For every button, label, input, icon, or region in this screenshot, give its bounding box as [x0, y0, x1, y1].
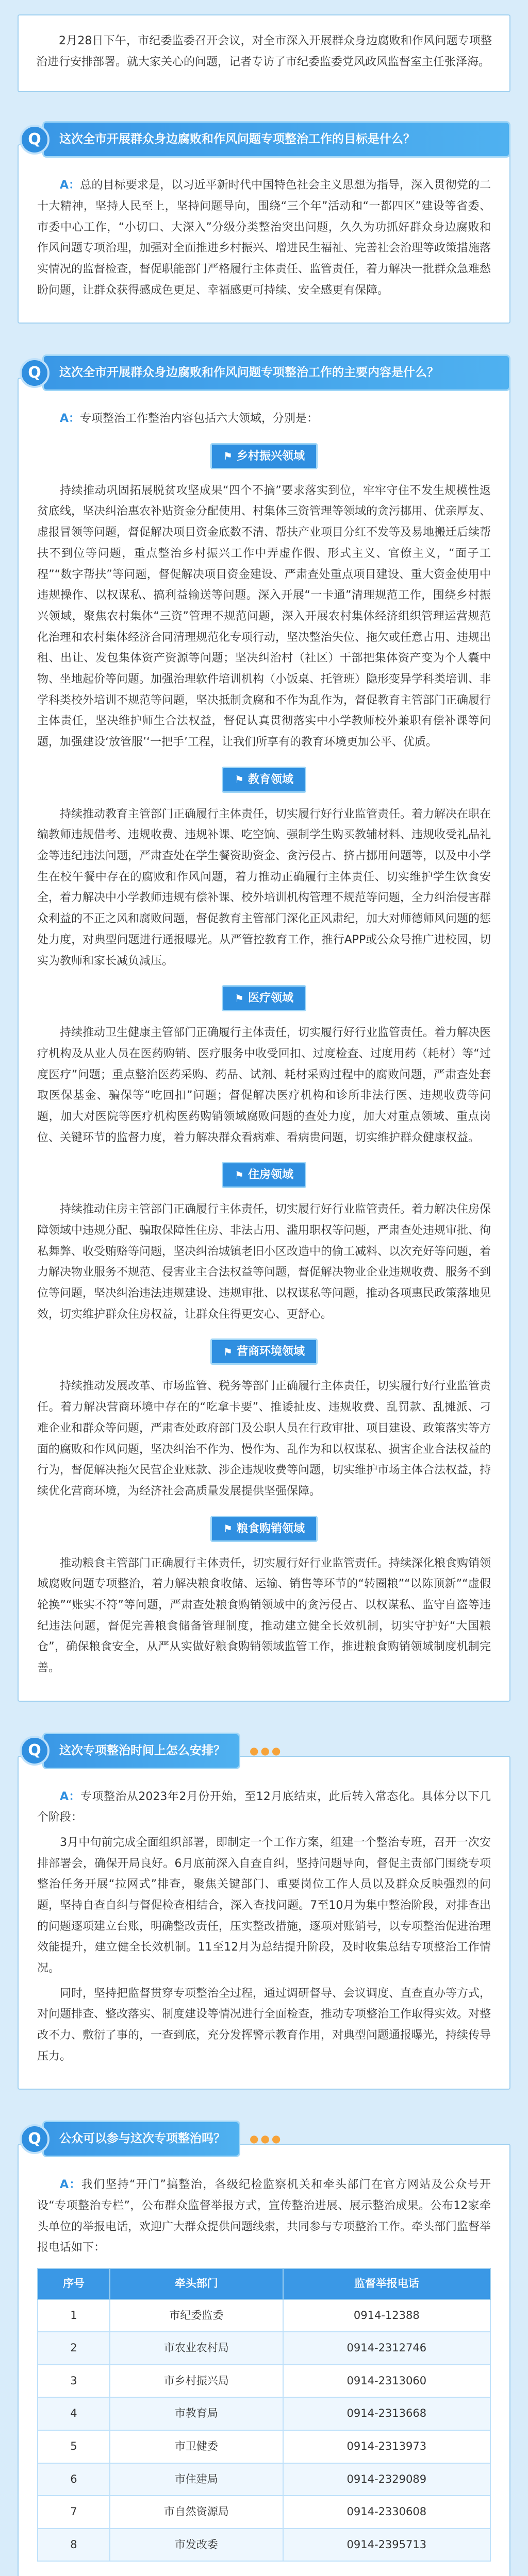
answer-card: [18, 1756, 510, 2090]
answer-text: [37, 175, 491, 301]
answer-body: 我们坚持“开门”搞整治，各级纪检监察机关和牵头部门在官方网站及公众号开设“专项整治专栏”，公布群众监督举报方式，宣传整治进展、展示整治成果。公布12家牵头单位的举报电话，欢迎广大群众提供问题线索，共同参与专项整治工作。牵头部门监督举报电话如下：: [37, 2178, 491, 2255]
cell-phone: 0914-2313973: [283, 2430, 490, 2463]
cell-department: 市乡村振兴局: [110, 2365, 283, 2398]
cell-index: 7: [38, 2496, 110, 2529]
flag-icon: ⚑: [223, 1345, 233, 1358]
cell-department: 市纪委监委: [110, 2299, 283, 2332]
section-tag: [222, 1162, 306, 1188]
question-icon: Q: [20, 1736, 50, 1766]
cell-department: 市住建局: [110, 2463, 283, 2496]
table-row: [38, 2332, 490, 2365]
cell-department: 市农业农村局: [110, 2332, 283, 2365]
section-text: 持续推动卫生健康主管部门正确履行主体责任，切实履行好行业监管责任。着力解决医疗机构及从业人员在医药购销、医疗服务中收受回扣、过度检查、过度用药（耗材）等“过度医疗”问题；重点整治医药采购、药品、试剂、耗材采购过程中的腐败问题，严肃查处套取医保基金、骗保等“吃回扣”问题；督促解决医疗机构和诊所非法行医、违规收费等问题，加大对医院等医疗机构医药购销领域腐败问题的查处力度，加大对重点领域、重点岗位、关键环节的监督力度，着力解决群众看病难、看病贵问题，切实维护群众健康权益。: [37, 1026, 491, 1144]
intro-text: 2月28日下午，市纪委监委召开会议，对全市深入开展群众身边腐败和作风问题专项整治进行安排部署。就大家关心的问题，记者专访了市纪委监委党风政风监督室主任张泽海。: [36, 35, 492, 69]
decorative-dots: ●●●: [250, 2132, 283, 2145]
answer-text: [37, 2175, 491, 2259]
cell-index: 4: [38, 2397, 110, 2430]
answer-label: A：: [60, 1790, 80, 1803]
column-header-index: 序号: [38, 2268, 110, 2299]
question-icon: Q: [20, 125, 50, 155]
table-row: [38, 2463, 490, 2496]
table-header-row: [38, 2268, 490, 2299]
table-row: [38, 2529, 490, 2562]
cell-phone: 0914-2329089: [283, 2463, 490, 2496]
section-tag: [210, 1338, 318, 1365]
column-header-phone: 监督举报电话: [283, 2268, 490, 2299]
qa-block-goal: [18, 121, 510, 324]
cell-department: 市卫健委: [110, 2430, 283, 2463]
answer-card: [18, 144, 510, 324]
question-row: [18, 354, 510, 391]
cell-index: 2: [38, 2332, 110, 2365]
section-text: 持续推动住房主管部门正确履行主体责任，切实履行好行业监管责任。着力解决住房保障领域中违规分配、骗取保障性住房、非法占用、滥用职权等问题，严肃查处违规审批、徇私舞弊、收受贿赂等问题，坚决纠治城镇老旧小区改造中的偷工减料、以次充好等问题，着力解决物业服务不规范、侵害业主合法权益等问题，督促解决物业企业违规收费、服务不到位等问题，坚决纠治违法违规建设、违规审批、以权谋私等问题，推动各项惠民政策落地见效，切实维护群众住房权益，让群众住得更安心、更舒心。: [37, 1203, 491, 1321]
flag-icon: ⚑: [223, 450, 233, 463]
intro-box: [18, 14, 510, 92]
answer-card: [18, 378, 510, 1702]
section-head-business: [37, 1338, 491, 1365]
cell-phone: 0914-2330608: [283, 2496, 490, 2529]
section-head-housing: [37, 1162, 491, 1188]
cell-department: 市自然资源局: [110, 2496, 283, 2529]
answer-label: A：: [60, 412, 80, 426]
section-tag-label: 粮食购销领域: [236, 1522, 305, 1535]
answer-body: 总的目标要求是，以习近平新时代中国特色社会主义思想为指导，深入贯彻党的二十大精神，坚持人民至上，坚持问题导向，围绕“三个年”活动和“一都四区”建设等省委、市委中心工作，“小切口、大深入”分级分类整治突出问题，久久为功抓好群众身边腐败和作风问题专项治理，加强对全面推进乡村振兴、增进民生福祉、完善社会治理等政策措施落实情况的监督检查，督促职能部门严格履行主体责任、监管责任，着力解决一批群众急难愁盼问题，让群众获得感成色更足、幸福感更可持续、安全感更有保障。: [37, 179, 491, 297]
qa-block-content: [18, 354, 510, 1701]
answer-intro: [37, 409, 491, 430]
section-text: 推动粮食主管部门正确履行主体责任，切实履行好行业监管责任。持续深化粮食购销领域腐败问题专项整治，着力解决粮食收储、运输、销售等环节的“转圈粮”“以陈顶新”“虚假轮换”“账实不符”等问题，严肃查处粮食购销领域中的贪污侵占、以权谋私、监守自盗等违纪违法问题，督促完善粮食储备管理制度，推动建立健全长效机制，切实守护好“大国粮仓”，确保粮食安全，从严从实做好粮食购销领域监管工作，推进粮食购销领域制度机制完善。: [37, 1556, 491, 1675]
question-row: [18, 1733, 510, 1769]
answer-label: A：: [60, 179, 80, 192]
question-title: 这次专项整治时间上怎么安排？: [42, 1733, 240, 1769]
section-head-grain: [37, 1516, 491, 1542]
answer-text: [37, 1787, 491, 1828]
question-row: [18, 121, 510, 158]
section-text: 持续推动巩固拓展脱贫攻坚成果“四个不摘”要求落实到位，牢牢守住不发生规模性返贫底线，坚决纠治惠农补贴资金分配使用、村集体三资管理等领域的贪污挪用、优亲厚友、虚报冒领等问题，督促解决项目资金底数不清、帮扶产业项目分红不发等及易地搬迁后续帮扶不到位等问题，重点整治乡村振兴工作中弄虚作假、形式主义、官僚主义，“面子工程”“数字帮扶”等问题，督促解决项目资金建设、严肃查处重点项目建设、重大资金使用中违规操作、以权谋私、搞利益输送等问题。深入开展“一卡通”清理规范工作，围绕乡村振兴领域，聚焦农村集体“三资”管理不规范问题，深入开展农村集体经济组织管理运营规范化治理和农村集体经济合同清理规范化专项行动，坚决整治失位、拖欠或任意占用、违规出租、出让、发包集体资产资源等问题；坚决纠治村（社区）干部把集体资产变为个人囊中物、坐地起价等问题。加强治理软件培训机构（小饭桌、托管班）隐形变异学科类培训、非学科类校外培训不规范等问题，坚决抵制贪腐和不作为乱作为，督促教育主管部门正确履行主体责任，坚决维护师生合法权益，督促认真贯彻落实中小学教师校外兼职有偿补课等问题，加强建设‘放管服’‘一把手’工程，让我们所享有的教育环境更加公平、优质。: [37, 484, 491, 749]
answer-card: [18, 2144, 510, 2576]
section-tag-label: 医疗领域: [248, 992, 293, 1005]
cell-phone: 0914-2395713: [283, 2529, 490, 2562]
section-tag-label: 营商环境领域: [236, 1345, 305, 1359]
cell-phone: 0914-2313668: [283, 2397, 490, 2430]
qa-block-participation: [18, 2121, 510, 2576]
table-row: [38, 2299, 490, 2332]
cell-index: 5: [38, 2430, 110, 2463]
section-text: 持续推动发展改革、市场监管、税务等部门正确履行主体责任，切实履行好行业监管责任。着力解决营商环境中存在的“吃拿卡要”、推诿扯皮、违规收费、乱罚款、乱摊派、刁难企业和群众等问题，严肃查处政府部门及公职人员在行政审批、项目建设、政策落实等方面的腐败和作风问题，坚决纠治不作为、慢作为、乱作为和以权谋私、损害企业合法权益的行为，督促解决拖欠民营企业账款、涉企违规收费等问题，切实维护市场主体合法权益，持续优化营商环境，为经济社会高质量发展提供坚强保障。: [37, 1380, 491, 1498]
question-row: [18, 2121, 510, 2157]
flag-icon: ⚑: [235, 773, 244, 786]
cell-department: 市教育局: [110, 2397, 283, 2430]
section-head-education: [37, 767, 491, 793]
table-row: [38, 2496, 490, 2529]
table-row: [38, 2430, 490, 2463]
section-head-rural: [37, 443, 491, 469]
flag-icon: ⚑: [223, 1522, 233, 1535]
contact-table: [37, 2268, 491, 2562]
table-row: [38, 2397, 490, 2430]
cell-index: 3: [38, 2365, 110, 2398]
cell-phone: 0914-2312746: [283, 2332, 490, 2365]
cell-department: 市发改委: [110, 2529, 283, 2562]
flag-icon: ⚑: [235, 1168, 244, 1181]
question-title: 这次全市开展群众身边腐败和作风问题专项整治工作的目标是什么？: [42, 121, 510, 158]
answer-body: 专项整治从2023年2月份开始，至12月底结束，此后转入常态化。具体分以下几个阶段：: [37, 1790, 491, 1824]
answer-intro-text: 专项整治工作整治内容包括六大领域，分别是：: [80, 412, 319, 426]
decorative-dots: ●●●: [250, 1744, 283, 1757]
section-tag: [222, 767, 306, 793]
section-tag-label: 乡村振兴领域: [236, 449, 305, 463]
cell-index: 1: [38, 2299, 110, 2332]
question-icon: Q: [20, 2124, 50, 2154]
column-header-department: 牵头部门: [110, 2268, 283, 2299]
question-title: 这次全市开展群众身边腐败和作风问题专项整治工作的主要内容是什么？: [42, 354, 510, 391]
table-row: [38, 2365, 490, 2398]
answer-label: A：: [60, 2178, 81, 2192]
section-tag: [210, 1516, 318, 1542]
cell-phone: 0914-12388: [283, 2299, 490, 2332]
flag-icon: ⚑: [235, 992, 244, 1005]
question-icon: Q: [20, 358, 50, 388]
answer-paragraph: 3月中旬前完成全面组织部署，即制定一个工作方案，组建一个整治专班，召开一次安排部署会，确保开局良好。6月底前深入自查自纠，坚持问题导向，督促主责部门围绕专项整治任务开展“拉网式”排查，聚焦关键部门、重要岗位工作人员以及群众反映强烈的问题，坚持自查自纠与督促检查相结合，深入查找问题。7至10月为集中整治阶段，对排查出的问题逐项建立台账，明确整改责任，压实整改措施，逐项对账销号，以专项整治促进治理效能提升，建立健全长效机制。11至12月为总结提升阶段，及时收集总结专项整治工作情况。: [37, 1836, 491, 1975]
section-tag: [222, 985, 306, 1011]
section-head-medical: [37, 985, 491, 1011]
section-tag-label: 住房领域: [248, 1168, 293, 1182]
section-text: 持续推动教育主管部门正确履行主体责任，切实履行好行业监管责任。着力解决在职在编教师违规借考、违规收费、违规补课、吃空饷、强制学生购买教辅材料、违规收受礼品礼金等违纪违法问题，严肃查处在学生餐资助资金、贪污侵占、挤占挪用问题等，以及中小学生在校午餐中存在的腐败和作风问题，着力推动正确履行主体责任、切实维护学生饮食安全，着力解决中小学教师违规有偿补课、校外培训机构管理不规范等问题，全力纠治侵害群众利益的不正之风和腐败问题，督促教育主管部门深化正风肃纪，加大对师德师风问题的惩处力度，对典型问题进行通报曝光。从严管控教育工作，推行APP或公众号推广进校园，切实为教师和家长减负减压。: [37, 807, 491, 968]
qa-block-schedule: [18, 1733, 510, 2090]
cell-phone: 0914-2313060: [283, 2365, 490, 2398]
cell-index: 8: [38, 2529, 110, 2562]
cell-index: 6: [38, 2463, 110, 2496]
section-tag: [210, 443, 318, 469]
question-title: 公众可以参与这次专项整治吗？: [42, 2121, 240, 2157]
section-tag-label: 教育领域: [248, 773, 293, 786]
answer-paragraph: 同时，坚持把监督贯穿专项整治全过程，通过调研督导、会议调度、直查直办等方式，对问题排查、整改落实、制度建设等情况进行全面检查，推动专项整治工作取得实效。对整改不力、敷衍了事的，一查到底，充分发挥警示教育作用，对典型问题通报曝光，持续传导压力。: [37, 1987, 491, 2063]
